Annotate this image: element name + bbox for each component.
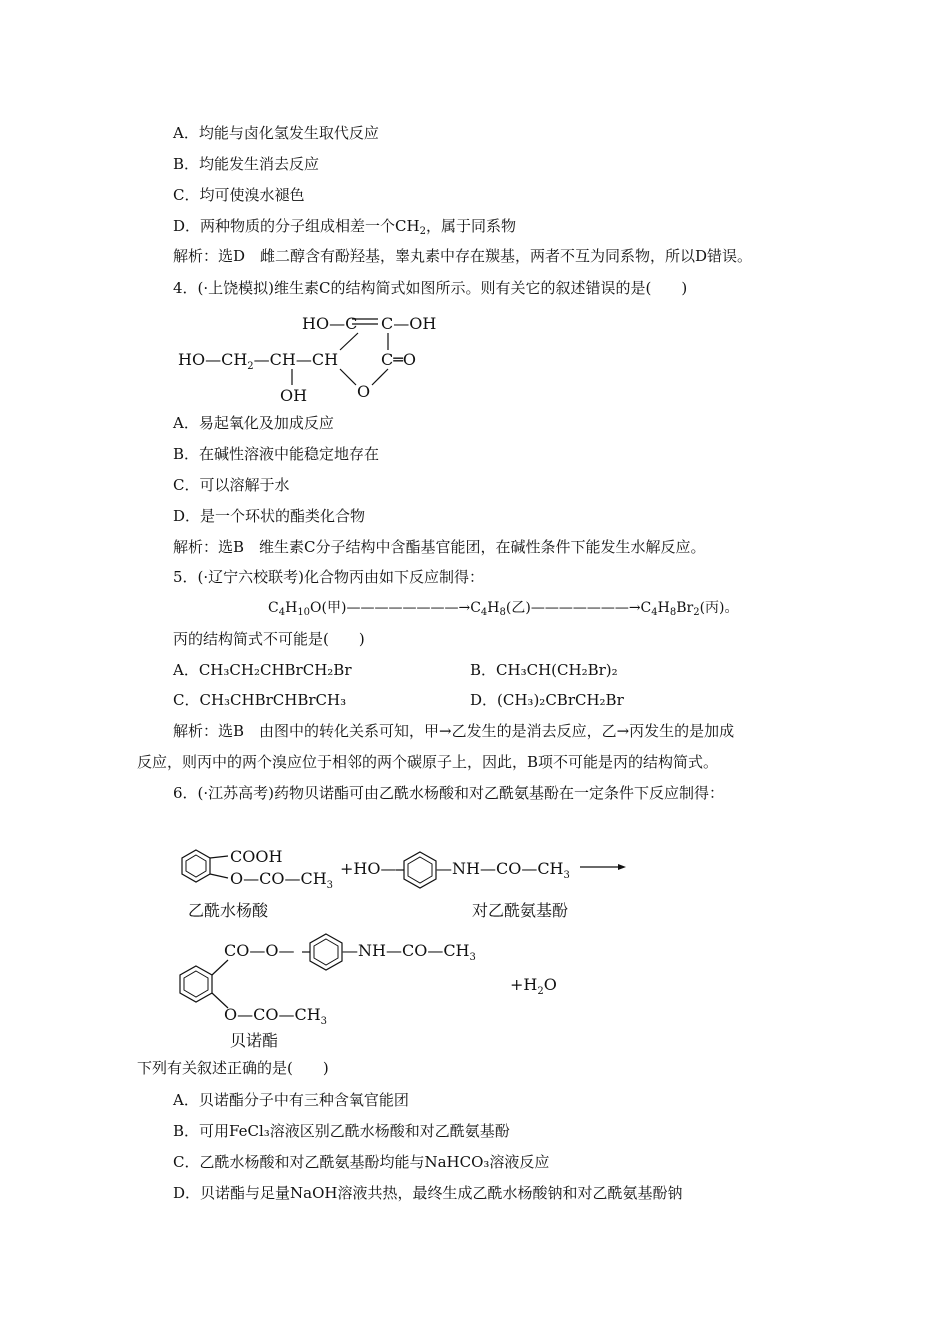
q4-option-a: A．易起氧化及加成反应	[173, 414, 334, 432]
q6-option-b: B．可用FeCl₃溶液区别乙酰水杨酸和对乙酰氨基酚	[173, 1122, 510, 1140]
q4-option-b: B．在碱性溶液中能稳定地存在	[173, 445, 380, 463]
q5-sub-stem: 丙的结构简式不可能是( )	[173, 630, 365, 648]
q5-option-c: C．CH₃CHBrCHBrCH₃	[173, 691, 347, 709]
q3-analysis: 解析：选D 雌二醇含有酚羟基，睾丸素中存在羰基，两者不互为同系物，所以D错误。	[173, 247, 753, 265]
ester-group: CO—O—	[224, 941, 295, 960]
vc-oh: OH	[280, 386, 308, 405]
acetoxy-group-1: $O—CO—CH_3$	[230, 869, 334, 891]
q3-option-c: C．均可使溴水褪色	[173, 186, 305, 204]
water-product: $+H_2O$	[510, 975, 557, 997]
vc-c-oh: C—OH	[381, 314, 437, 333]
q3-option-d: D．两种物质的分子组成相差一个$CH_2$，属于同系物	[173, 217, 516, 237]
vc-ho-c: HO—C	[302, 314, 358, 333]
name-acetylsalicylic-acid: 乙酰水杨酸	[188, 901, 269, 920]
q4-stem: 4．(·上饶模拟)维生素C的结构简式如图所示。则有关它的叙述错误的是( )	[173, 279, 688, 297]
acetamido-group-1: $—NH—CO—CH_3$	[436, 859, 570, 881]
q5-option-d: D．(CH₃)₂CBrCH₂Br	[470, 691, 624, 709]
q5-stem: 5．(·辽宁六校联考)化合物丙由如下反应制得：	[173, 568, 485, 586]
q5-reaction: $C_4H_{10}O$(甲)$————————\to C_4H_8$(乙)$———————\to C_4H_8Br_2$(丙)。	[268, 600, 739, 618]
vc-chain: $HO—CH_2—CH—CH$	[178, 350, 339, 372]
q6-option-a: A．贝诺酯分子中有三种含氧官能团	[173, 1091, 409, 1109]
q3-option-a: A．均能与卤化氢发生取代反应	[173, 124, 379, 142]
vitamin-c-structure	[170, 305, 470, 410]
q4-analysis: 解析：选B 维生素C分子结构中含酯基官能团，在碱性条件下能发生水解反应。	[173, 538, 706, 556]
q4-option-d: D．是一个环状的酯类化合物	[173, 507, 366, 525]
benorilate-reaction-scheme	[170, 838, 640, 1053]
q5-option-a: A．CH₃CH₂CHBrCH₂Br	[173, 661, 352, 679]
cooh-group: COOH	[230, 847, 283, 866]
vc-ring-o: O	[357, 382, 371, 401]
vc-c-o: C═O	[381, 350, 416, 369]
q4-option-c: C．可以溶解于水	[173, 476, 290, 494]
name-acetaminophen: 对乙酰氨基酚	[472, 901, 569, 920]
q5-analysis-line1: 解析：选B 由图中的转化关系可知，甲→乙发生的是消去反应，乙→丙发生的是加成	[173, 722, 735, 740]
q5-option-b: B．CH₃CH(CH₂Br)₂	[470, 661, 618, 679]
name-benorilate: 贝诺酯	[230, 1031, 279, 1050]
acetamido-group-2: $—NH—CO—CH_3$	[342, 941, 476, 963]
q3-option-b: B．均能发生消去反应	[173, 155, 320, 173]
q6-stem: 6．(·江苏高考)药物贝诺酯可由乙酰水杨酸和对乙酰氨基酚在一定条件下反应制得：	[173, 784, 725, 802]
q6-option-d: D．贝诺酯与足量NaOH溶液共热，最终生成乙酰水杨酸钠和对乙酰氨基酚钠	[173, 1184, 683, 1202]
q5-analysis-line2: 反应，则丙中的两个溴应位于相邻的两个碳原子上，因此，B项不可能是丙的结构简式。	[137, 753, 719, 771]
q6-sub-stem: 下列有关叙述正确的是( )	[137, 1059, 329, 1077]
acetoxy-group-2: $O—CO—CH_3$	[224, 1005, 328, 1027]
q6-option-c: C．乙酰水杨酸和对乙酰氨基酚均能与NaHCO₃溶液反应	[173, 1153, 550, 1171]
plus-ho: +HO—	[340, 859, 397, 878]
